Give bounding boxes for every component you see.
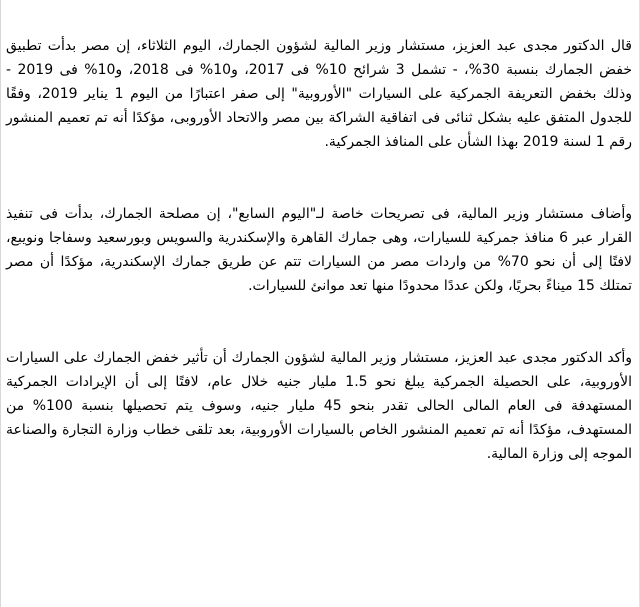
left-border bbox=[0, 0, 1, 607]
paragraph-customs-reduction: قال الدكتور مجدى عبد العزيز، مستشار وزير المالية لشؤون الجمارك، اليوم الثلاثاء، إن مصر بدأت تطبيق خفض الجمارك بنسبة 30%، - تشمل 3 شرائح 10% فى 2017، و10% فى 2018، و10% فى 2019 - وذلك بخفض التعريفة الجمركية على السيارات "الأوروبية" إلى صفر اعتبارًا من اليوم 1 يناير 2019، وفقًا للجدول المتفق عليه بشكل ثنائى فى اتفاقية الشراكة بين مصر والاتحاد الأوروبى، مؤكدًا أنه تم تعميم المنشور رقم 1 لسنة 2019 بهذا الشأن على المنافذ الجمركية. bbox=[6, 38, 633, 150]
paragraph-customs-ports: وأضاف مستشار وزير المالية، فى تصريحات خاصة لـ"اليوم السابع"، إن مصلحة الجمارك، بدأت فى تنفيذ القرار عبر 6 منافذ جمركية للسيارات، وهى جمارك القاهرة والإسكندرية والسويس وبورسعيد وسفاجا ونويبع، لافتًا إلى أن نحو 70% من واردات مصر من السيارات تتم عن طريق جمارك الإسكندرية، مؤكدًا أن مصر تمتلك 15 ميناءً بحريًا، ولكن عددًا محدودًا منها تعد موانئ للسيارات. bbox=[6, 206, 632, 294]
paragraph-revenue-impact: وأكد الدكتور مجدى عبد العزيز، مستشار وزير المالية لشؤون الجمارك أن تأثير خفض الجمارك على السيارات الأوروبية، على الحصيلة الجمركية يبلغ نحو 1.5 مليار جنيه خلال عام، لافتًا إلى أن الإيرادات الجمركية المستهدفة فى العام المالى الحالى تقدر بنحو 45 مليار جنيه، وسوف يتم تحصيلها بنسبة 100% من المستهدف، مؤكدًا أنه تم تعميم المنشور الخاص بالسيارات الأوروبية، بعد تلقى خطاب وزارة التجارة والصناعة الموجه إلى وزارة المالية. bbox=[6, 350, 633, 462]
article-body bbox=[6, 34, 632, 466]
